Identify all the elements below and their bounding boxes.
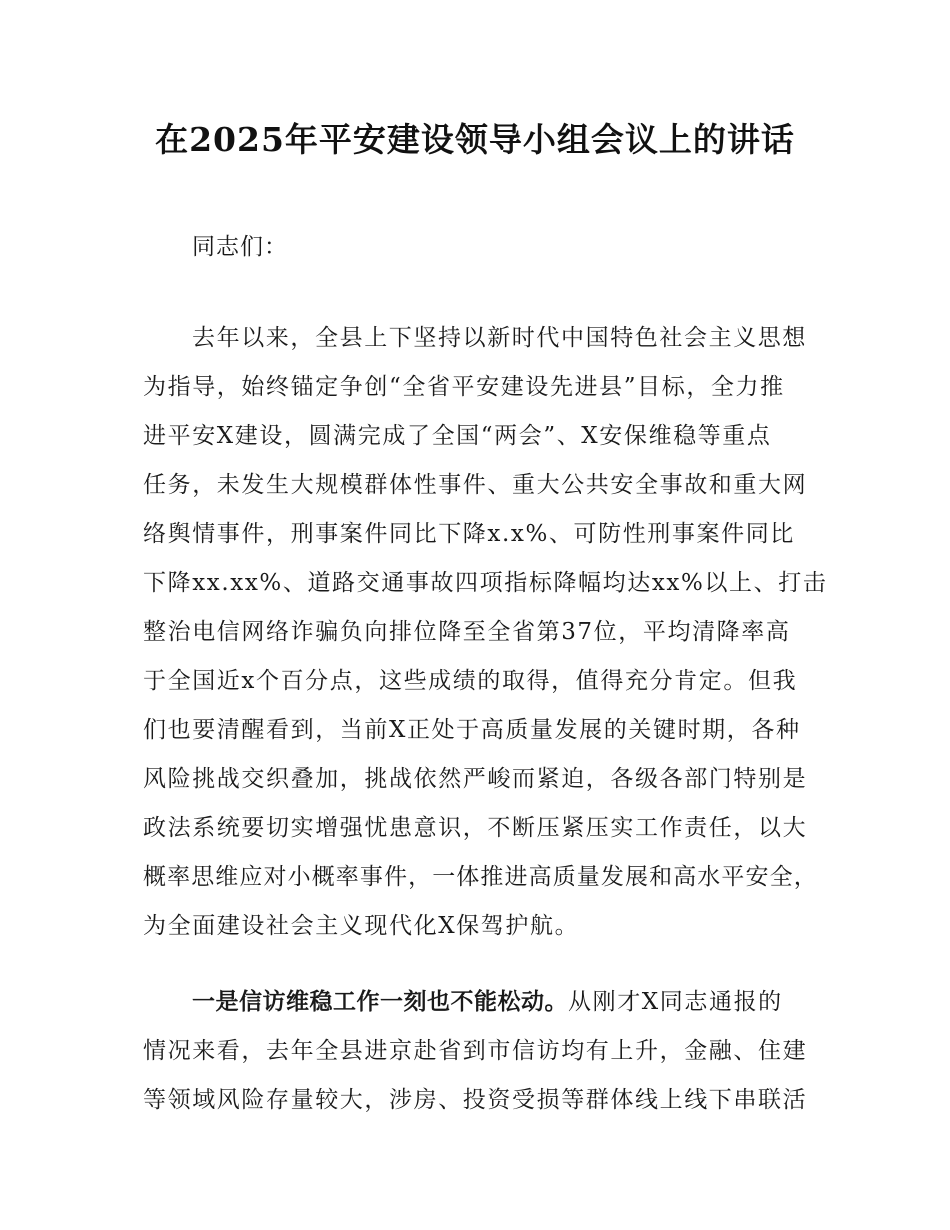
paragraph-line: 络舆情事件，刑事案件同比下降x.x%、可防性刑事案件同比 — [143, 521, 795, 547]
paragraph-line: 风险挑战交织叠加，挑战依然严峻而紧迫，各级各部门特别是 — [143, 766, 808, 792]
paragraph-line: 情况来看，去年全县进京赴省到市信访均有上升，金融、住建 — [143, 1038, 808, 1064]
paragraph-line — [192, 984, 783, 1020]
paragraph-line: 等领域风险存量较大，涉房、投资受损等群体线上线下串联活 — [143, 1087, 808, 1113]
paragraph-line: 整治电信网络诈骗负向排位降至全省第37位，平均清降率高 — [143, 619, 791, 645]
paragraph-line: 政法系统要切实增强忧患意识，不断压紧压实工作责任，以大 — [143, 815, 808, 841]
paragraph-text: 从刚才X同志通报的 — [568, 989, 783, 1015]
paragraph-line: 任务，未发生大规模群体性事件、重大公共安全事故和重大网 — [143, 472, 808, 498]
paragraph-lead-bold: 一是信访维稳工作一刻也不能松动。 — [192, 989, 568, 1015]
paragraph-line: 下降xx.xx%、道路交通事故四项指标降幅均达xx%以上、打击 — [143, 570, 828, 596]
paragraph-line: 概率思维应对小概率事件，一体推进高质量发展和高水平安全， — [143, 864, 818, 890]
paragraph-line: 进平安X建设，圆满完成了全国“两会”、X安保维稳等重点 — [143, 423, 772, 449]
paragraph-line: 为指导，始终锚定争创“全省平安建设先进县”目标，全力推 — [143, 374, 785, 400]
paragraph-line: 为全面建设社会主义现代化X保驾护航。 — [143, 913, 580, 939]
document-title: 在2025年平安建设领导小组会议上的讲话 — [155, 120, 795, 159]
paragraph-line: 于全国近x个百分点，这些成绩的取得，值得充分肯定。但我 — [143, 668, 798, 694]
greeting: 同志们： — [192, 234, 288, 260]
paragraph-line: 们也要清醒看到，当前X正处于高质量发展的关键时期，各种 — [143, 717, 801, 743]
paragraph-line: 去年以来，全县上下坚持以新时代中国特色社会主义思想 — [192, 325, 807, 351]
